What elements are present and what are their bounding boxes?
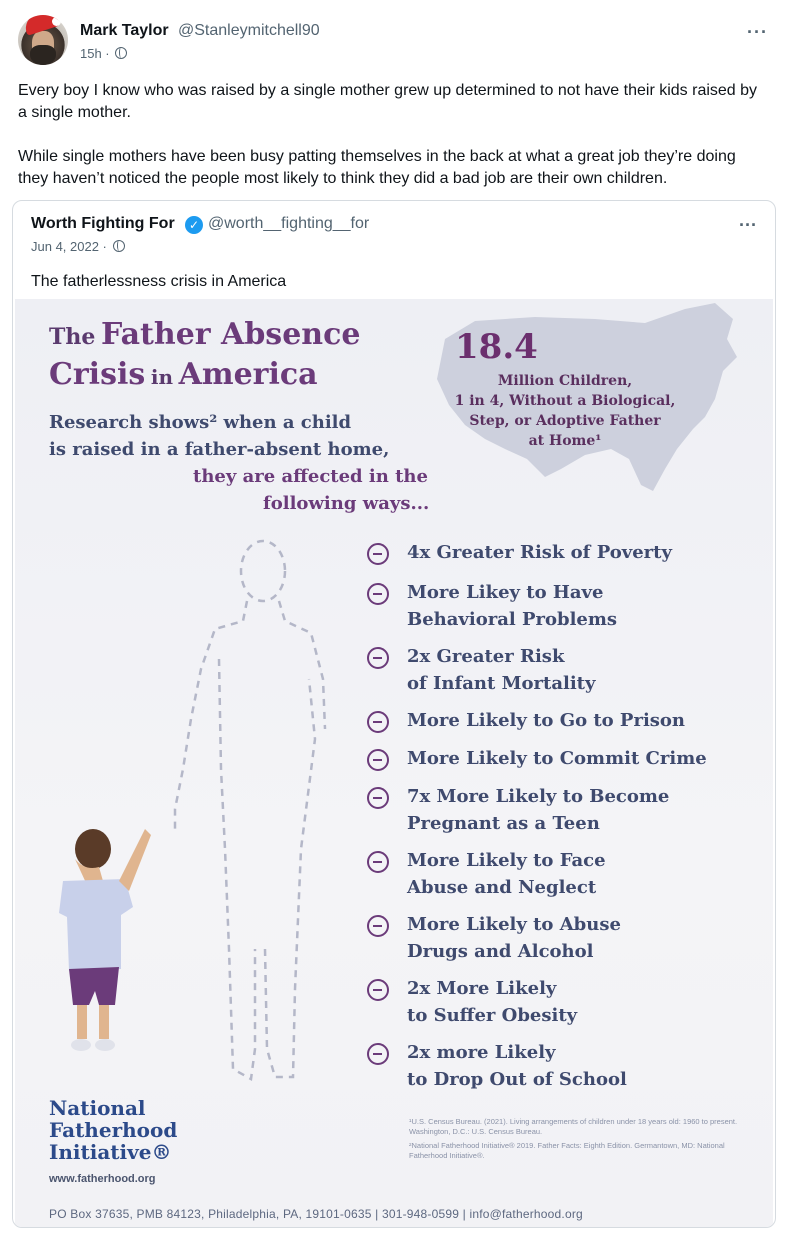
title-the: The: [49, 324, 96, 350]
more-options-icon[interactable]: ···: [747, 22, 768, 42]
research-line: they are affected in the: [193, 466, 428, 487]
research-line: following ways...: [263, 493, 430, 514]
effect-line: 7x More Likely to Become: [407, 786, 670, 807]
post-timestamp[interactable]: [80, 46, 127, 61]
logo-line: Initiative®: [49, 1140, 172, 1164]
effect-line: of Infant Mortality: [407, 673, 596, 694]
effect-line: 2x more Likely: [407, 1042, 556, 1063]
quoted-post[interactable]: [12, 200, 776, 1228]
contact-footer: PO Box 37635, PMB 84123, Philadelphia, PA, 19101-0635 | 301-948-0599 | info@fatherhood.org: [49, 1207, 583, 1221]
effect-line: to Suffer Obesity: [407, 1005, 578, 1026]
title-in: in: [150, 365, 173, 389]
minus-circle-icon: [367, 583, 389, 605]
effect-line: More Likely to Face: [407, 850, 606, 871]
quoted-author-name[interactable]: Worth Fighting For: [31, 215, 175, 232]
post-time-text: 15h ·: [80, 46, 110, 61]
effect-line: 4x Greater Risk of Poverty: [407, 542, 672, 563]
stat-line: Million Children,: [497, 373, 633, 389]
logo-line: National: [49, 1096, 146, 1120]
effect-line: 2x Greater Risk: [407, 646, 565, 667]
author-name[interactable]: Mark Taylor: [80, 22, 169, 39]
minus-circle-icon: [367, 711, 389, 733]
effect-line: More Likely to Commit Crime: [407, 748, 707, 769]
title-america: America: [178, 357, 318, 392]
effect-line: More Likely to Go to Prison: [407, 710, 686, 731]
minus-circle-icon: [367, 749, 389, 771]
footnotes: [409, 1117, 749, 1165]
minus-circle-icon: [367, 979, 389, 1001]
infographic-image[interactable]: [15, 299, 773, 1227]
research-line: is raised in a father-absent home,: [49, 439, 390, 460]
effect-line: More Likey to Have: [407, 582, 604, 603]
minus-circle-icon: [367, 787, 389, 809]
title-father-absence: Father Absence: [100, 317, 361, 352]
quoted-timestamp[interactable]: [31, 239, 125, 254]
effect-line: Abuse and Neglect: [407, 877, 597, 898]
more-options-icon[interactable]: ···: [739, 215, 757, 235]
quoted-author-handle[interactable]: @worth__fighting__for: [208, 215, 370, 232]
minus-circle-icon: [367, 851, 389, 873]
title-crisis: Crisis: [49, 357, 146, 392]
effect-line: 2x More Likely: [407, 978, 557, 999]
infographic-title: [49, 317, 360, 397]
logo-line: Fatherhood: [49, 1118, 178, 1142]
author-handle[interactable]: @Stanleymitchell90: [178, 22, 320, 39]
globe-icon: [115, 47, 127, 59]
stat-number: 18.4: [455, 327, 538, 367]
stat-line: Step, or Adoptive Father: [469, 413, 661, 429]
nfi-url: www.fatherhood.org: [49, 1173, 156, 1185]
avatar[interactable]: [18, 15, 68, 65]
effect-line: Behavioral Problems: [407, 609, 618, 630]
minus-circle-icon: [367, 647, 389, 669]
footnote: ¹U.S. Census Bureau. (2021). Living arrangements of children under 18 years old: 1960 to present. Washington, D.C.: U.S. Census Bureau.: [409, 1117, 738, 1136]
research-line: Research shows² when a child: [49, 412, 352, 433]
effect-line: More Likely to Abuse: [407, 914, 621, 935]
effect-line: to Drop Out of School: [407, 1069, 627, 1090]
minus-circle-icon: [367, 915, 389, 937]
father-child-illustration: [15, 529, 345, 1129]
effect-line: Drugs and Alcohol: [407, 941, 594, 962]
globe-icon: [113, 240, 125, 252]
post-paragraph: While single mothers have been busy patting themselves in the back at what a great job they’re doing they haven’t noticed the people most likely to think they did a bad job are their own children.: [18, 148, 736, 187]
research-intro: [49, 409, 469, 517]
effect-line: Pregnant as a Teen: [407, 813, 600, 834]
post-text: [18, 80, 768, 212]
stat-line: 1 in 4, Without a Biological,: [454, 393, 676, 409]
quoted-date-text: Jun 4, 2022 ·: [31, 239, 107, 254]
quoted-text: The fatherlessness crisis in America: [31, 273, 287, 290]
stat-line: at Home¹: [528, 433, 602, 449]
nfi-logo: [49, 1097, 177, 1163]
minus-circle-icon: [367, 543, 389, 565]
minus-circle-icon: [367, 1043, 389, 1065]
verified-badge-icon: ✓: [185, 216, 203, 234]
post-paragraph: Every boy I know who was raised by a single mother grew up determined to not have their kids raised by a single mother.: [18, 82, 758, 121]
stat-description: [435, 371, 695, 451]
footnote: ²National Fatherhood Initiative® 2019. Father Facts: Eighth Edition. Germantown, MD: National Fatherhood Initiative®.: [409, 1141, 725, 1160]
